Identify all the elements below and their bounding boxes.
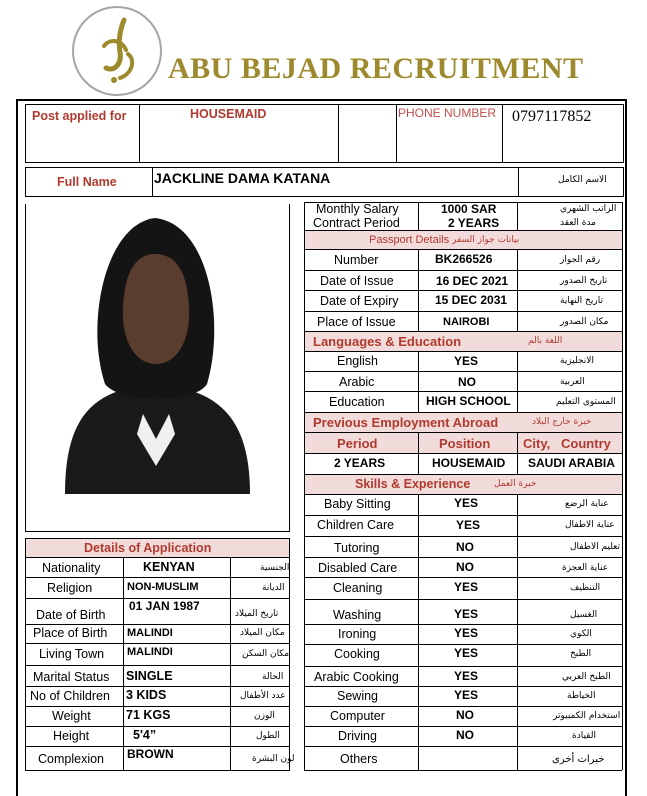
date-of-birth-label: Date of Birth (36, 608, 106, 622)
skill-ironing-value: YES (454, 626, 479, 640)
monthly-salary-value: 1000 SAR (441, 202, 497, 216)
skill-cleaning-value: YES (454, 580, 479, 594)
nationality-value: KENYAN (143, 560, 195, 574)
skill-arabic-cooking-ar: الطبخ العربي (562, 672, 611, 682)
children-value: 3 KIDS (126, 688, 167, 702)
skill-others-ar: خبرات أخرى (552, 754, 605, 765)
skill-baby-sitting-value: YES (454, 496, 479, 510)
skill-washing-value: YES (454, 607, 479, 621)
children-ar: عدد الأطفال (240, 691, 286, 701)
height-label: Height (53, 729, 90, 743)
employment-title: Previous Employment Abroad (313, 415, 499, 430)
place-of-issue-label: Place of Issue (317, 315, 396, 329)
passport-number-ar: رقم الجواز (560, 255, 601, 265)
living-town-value: MALINDI (127, 646, 173, 658)
phone-label: PHONE NUMBER (398, 106, 497, 120)
date-of-issue-label: Date of Issue (320, 274, 394, 288)
skill-sewing-label: Sewing (337, 689, 378, 703)
employment-title-ar: خبرة خارج البلاد (532, 417, 592, 427)
skill-others-label: Others (340, 752, 378, 766)
full-name-ar: الاسم الكامل (558, 175, 607, 185)
post-applied-value: HOUSEMAID (190, 107, 267, 121)
place-of-birth-value: MALINDI (127, 627, 173, 639)
skill-cooking-label: Cooking (334, 647, 380, 661)
date-of-expiry-label: Date of Expiry (320, 294, 399, 308)
date-of-birth-value: 01 JAN 1987 (129, 599, 200, 613)
employment-location: SAUDI ARABIA (528, 456, 615, 470)
skill-driving-label: Driving (338, 729, 377, 743)
monthly-salary-label: Monthly Salary (316, 202, 399, 216)
religion-label: Religion (47, 581, 93, 595)
height-ar: الطول (256, 731, 280, 741)
religion-value: NON-MUSLIM (127, 581, 199, 593)
skill-ironing-label: Ironing (338, 627, 377, 641)
skill-washing-ar: الغسيل (570, 610, 598, 620)
employment-col-location: City, Country (523, 436, 611, 451)
employment-position: HOUSEMAID (432, 456, 506, 470)
skill-driving-value: NO (456, 728, 474, 742)
date-of-expiry-ar: تاريخ النهاية (560, 296, 603, 306)
skill-cooking-ar: الطبخ (570, 649, 592, 659)
skills-title-ar: خبرة العمل (494, 479, 537, 489)
english-label: English (337, 354, 378, 368)
education-ar: المستوى التعليم (556, 397, 616, 407)
weight-ar: الوزن (254, 711, 275, 721)
skill-ironing-ar: الكوي (570, 629, 592, 639)
marital-status-ar: الحالة (262, 672, 284, 682)
phone-value: 0797117852 (512, 108, 592, 125)
english-ar: الانجليزية (560, 356, 594, 366)
skill-arabic-cooking-label: Arabic Cooking (314, 670, 399, 684)
education-value: HIGH SCHOOL (426, 394, 511, 408)
skill-disabled-care-ar: عناية العجزة (562, 563, 609, 573)
calligraphy-logo-icon (74, 8, 160, 94)
contract-period-value: 2 YEARS (448, 216, 500, 230)
passport-title: Passport Details (369, 234, 450, 246)
marital-status-value: SINGLE (126, 669, 173, 683)
nationality-label: Nationality (42, 561, 101, 575)
weight-value: 71 KGS (126, 708, 171, 722)
skill-cleaning-ar: التنظيف (570, 583, 601, 593)
skill-sewing-ar: الخياطة (567, 691, 596, 701)
complexion-label: Complexion (38, 752, 105, 766)
place-of-birth-label: Place of Birth (33, 626, 108, 640)
skill-computer-label: Computer (330, 709, 385, 723)
place-of-birth-ar: مكان الميلاد (240, 628, 285, 638)
monthly-salary-ar: الراتب الشهري (560, 204, 617, 214)
skill-tutoring-ar: تعليم الاطفال (570, 542, 621, 552)
person-photo-icon (25, 204, 286, 494)
skill-washing-label: Washing (333, 608, 382, 622)
skill-arabic-cooking-value: YES (454, 669, 479, 683)
applicant-photo (25, 204, 286, 494)
skill-baby-sitting-ar: عناية الرضع (565, 499, 609, 509)
skill-cooking-value: YES (454, 646, 479, 660)
languages-title-ar: اللغة بالم (528, 336, 563, 346)
skill-children-care-value: YES (456, 518, 481, 532)
english-value: YES (454, 354, 479, 368)
passport-title-ar: بيانات جواز السفر (452, 235, 520, 245)
post-applied-label: Post applied for (32, 109, 127, 123)
passport-number-value: BK266526 (435, 252, 493, 266)
skill-disabled-care-label: Disabled Care (318, 561, 398, 575)
skill-tutoring-value: NO (456, 540, 474, 554)
skill-children-care-ar: عناية الاطفال (565, 520, 615, 530)
skill-cleaning-label: Cleaning (333, 581, 383, 595)
full-name-value: JACKLINE DAMA KATANA (154, 170, 331, 186)
date-of-issue-ar: تاريخ الصدور (560, 276, 608, 286)
arabic-ar: العربية (560, 377, 585, 387)
company-logo (72, 6, 162, 96)
arabic-value: NO (458, 375, 476, 389)
weight-label: Weight (52, 709, 91, 723)
complexion-value: BROWN (127, 747, 174, 761)
place-of-issue-value: NAIROBI (443, 316, 490, 328)
date-of-birth-ar: تاريخ الميلاد (235, 609, 279, 619)
education-label: Education (329, 395, 385, 409)
skill-computer-ar: استخدام الكمبيوتر (553, 711, 621, 721)
skill-baby-sitting-label: Baby Sitting (324, 497, 391, 511)
employment-col-position: Position (439, 436, 491, 451)
children-label: No of Children (30, 689, 110, 703)
skill-disabled-care-value: NO (456, 560, 474, 574)
company-name: ABU BEJAD RECRUITMENT (168, 52, 584, 85)
nationality-ar: الجنسية (260, 563, 290, 573)
living-town-label: Living Town (39, 647, 105, 661)
languages-title: Languages & Education (313, 334, 462, 349)
place-of-issue-ar: مكان الصدور (560, 317, 609, 327)
skills-title: Skills & Experience (355, 477, 471, 491)
contract-period-ar: مدة العقد (560, 218, 596, 228)
marital-status-label: Marital Status (33, 670, 110, 684)
skill-children-care-label: Children Care (317, 518, 395, 532)
date-of-expiry-value: 15 DEC 2031 (435, 293, 508, 307)
living-town-ar: مكان السكن (242, 649, 290, 659)
arabic-label: Arabic (339, 375, 375, 389)
employment-period: 2 YEARS (334, 456, 386, 470)
religion-ar: الديانة (262, 583, 285, 593)
passport-number-label: Number (334, 253, 379, 267)
employment-col-period: Period (337, 436, 378, 451)
skill-tutoring-label: Tutoring (334, 541, 380, 555)
contract-period-label: Contract Period (313, 216, 400, 230)
application-title: Details of Application (84, 541, 212, 555)
full-name-label: Full Name (57, 175, 117, 189)
skill-sewing-value: YES (454, 688, 479, 702)
date-of-issue-value: 16 DEC 2021 (436, 274, 509, 288)
complexion-ar: لون البشرة (252, 754, 295, 764)
skill-driving-ar: القيادة (572, 731, 596, 741)
skill-computer-value: NO (456, 708, 474, 722)
height-value: 5'4” (133, 728, 157, 742)
